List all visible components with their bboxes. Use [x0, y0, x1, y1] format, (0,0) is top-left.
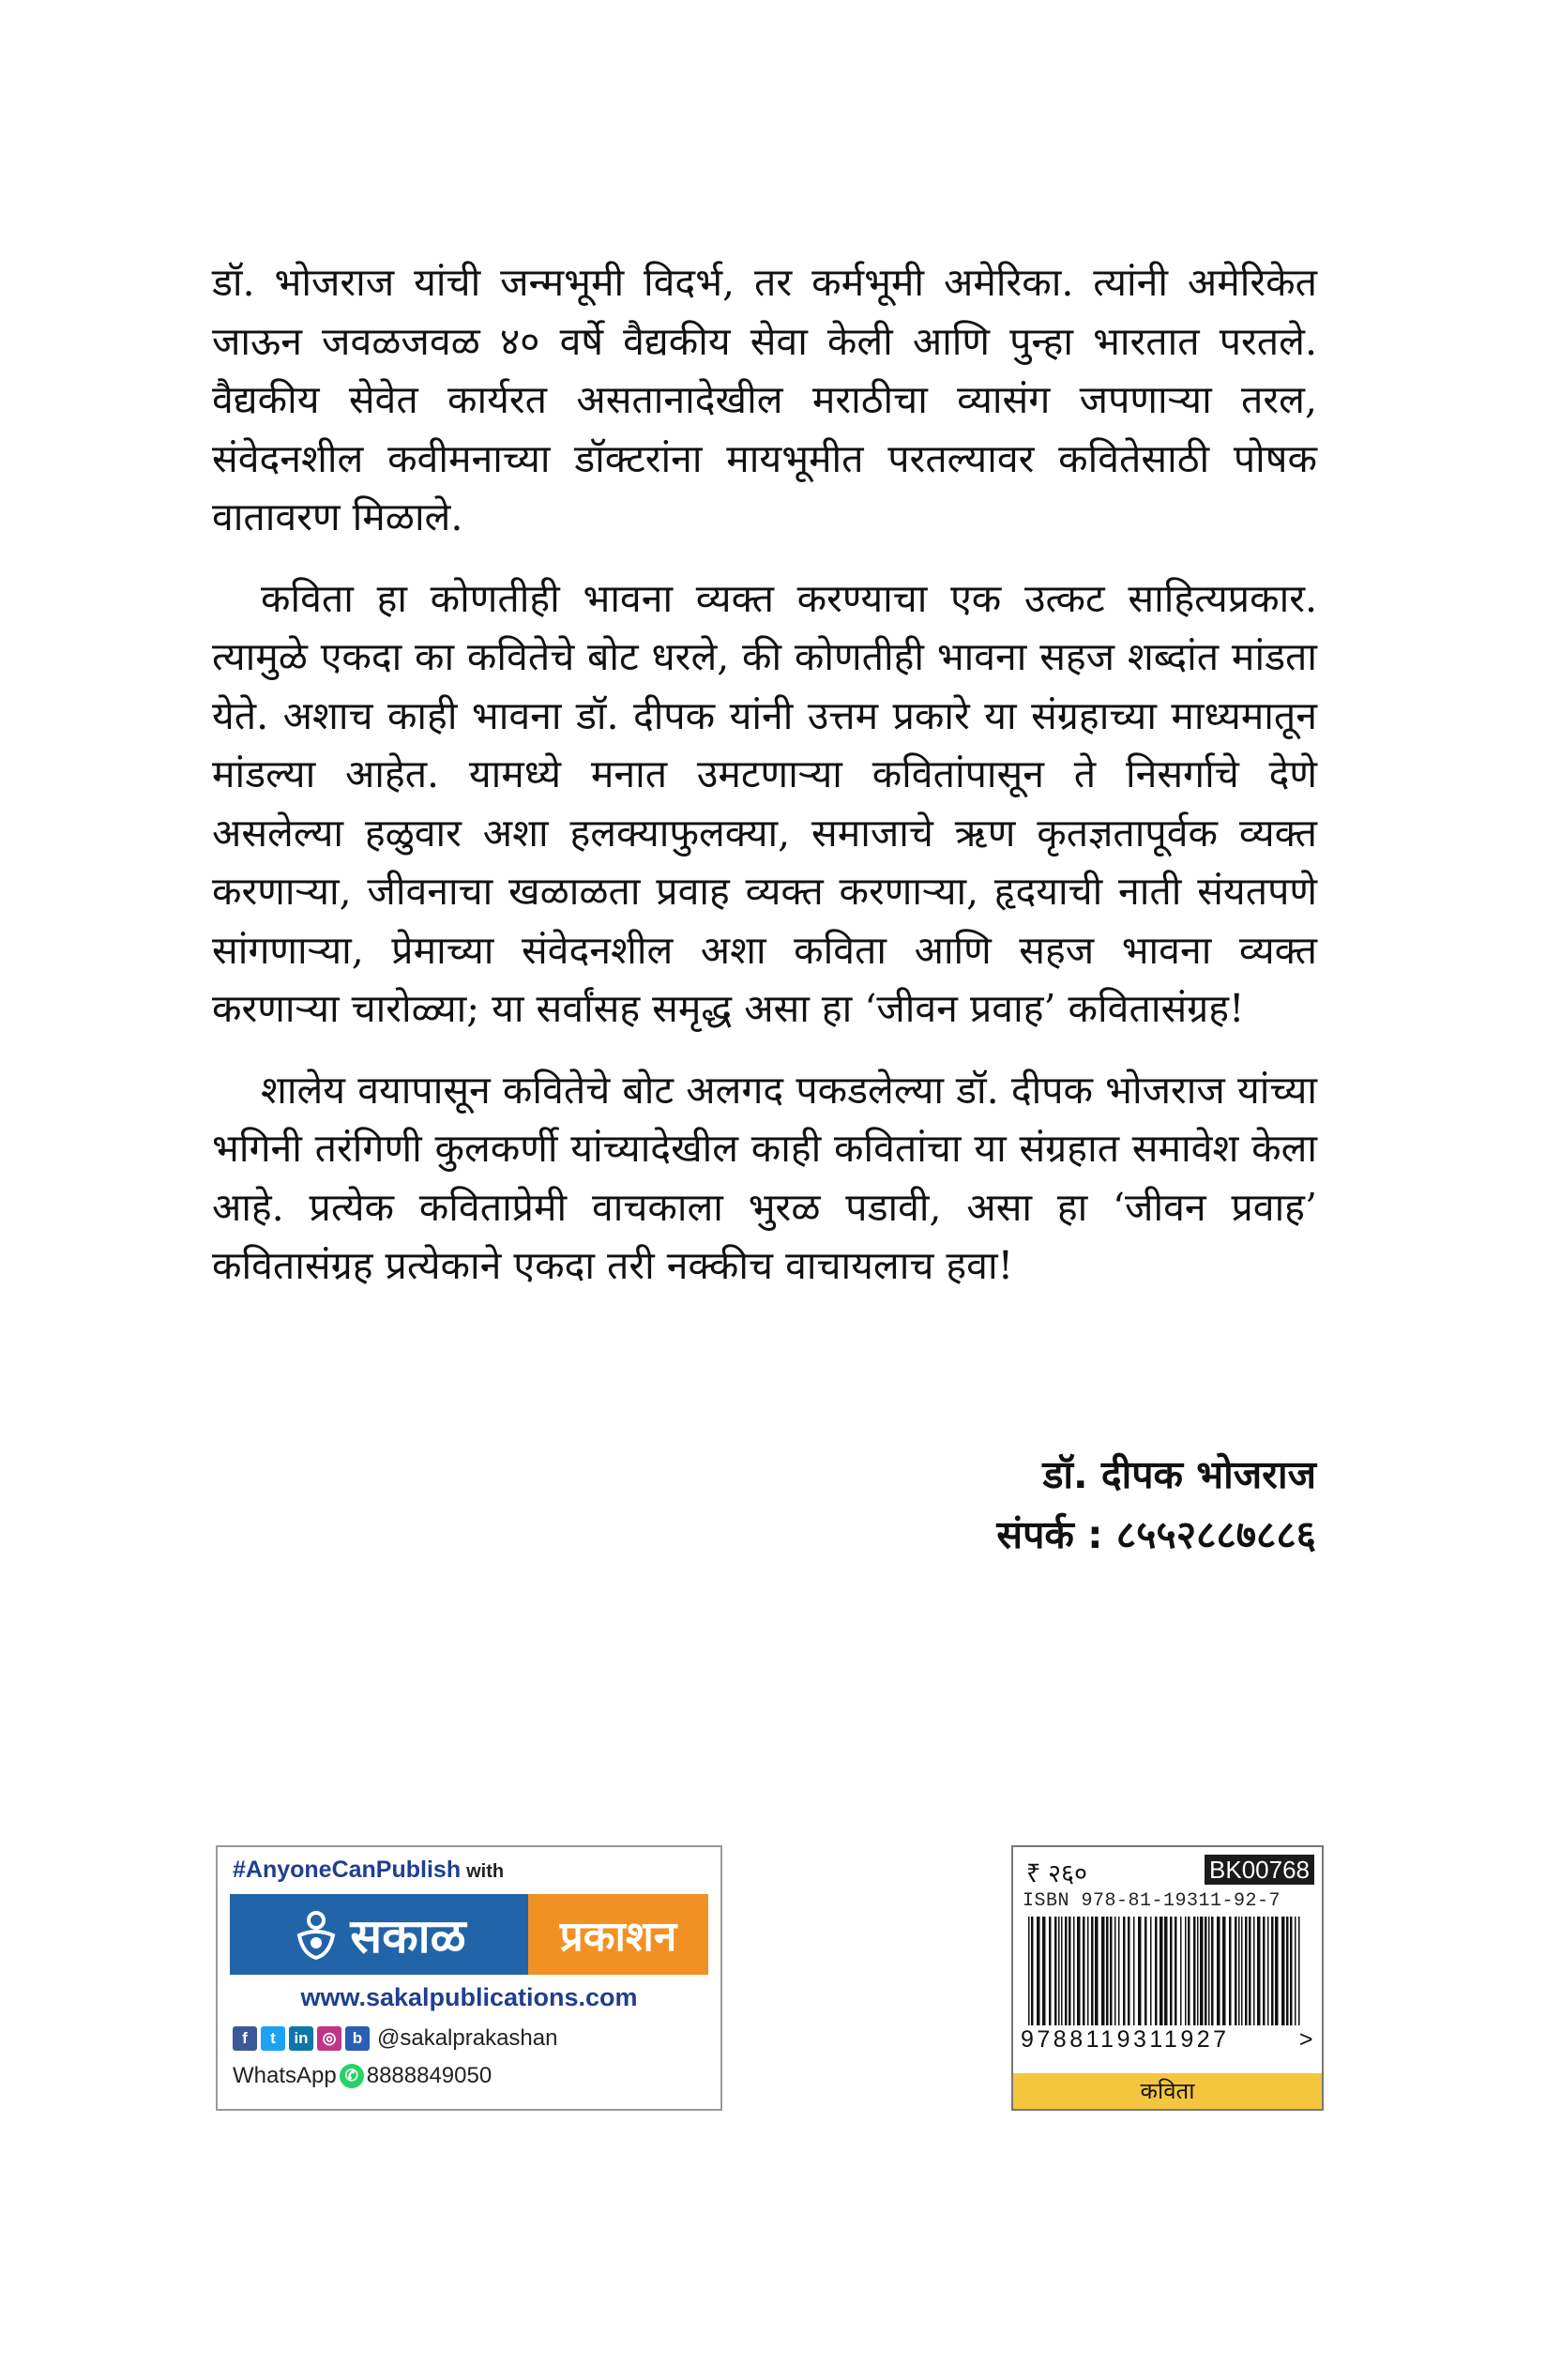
author-name: डॉ. दीपक भोजराज — [1042, 1452, 1316, 1497]
barcode-bar — [1193, 1917, 1196, 2025]
barcode-bar — [1091, 1917, 1094, 2025]
barcode-bar — [1222, 1917, 1226, 2025]
barcode-bar — [1054, 1917, 1057, 2025]
barcode-bar — [1245, 1917, 1248, 2025]
barcode-bar — [1295, 1917, 1296, 2025]
barcode-bar — [1263, 1917, 1266, 2025]
barcode-bar — [1028, 1917, 1030, 2025]
author-signature — [996, 1445, 1316, 1565]
logo-orange-block — [528, 1894, 708, 1975]
barcode-digits-row — [1021, 2026, 1316, 2054]
barcode-bar — [1205, 1917, 1207, 2025]
hashtag-with: with — [466, 1861, 505, 1882]
social-row — [233, 2025, 557, 2052]
blurb-paragraph-1: डॉ. भोजराज यांची जन्मभूमी विदर्भ, तर कर्मभूमी अमेरिका. त्यांनी अमेरिकेत जाऊन जवळजवळ ४० वर्षे वैद्यकीय सेवा केली आणि पुन्हा भारतात परतले. वैद्यकीय सेवेत कार्यरत असतानादेखील मराठीचा व्यासंग जपणाऱ्या तरल, संवेदनशील कवीमनाच्या डॉक्टरांना मायभूमीत परतल्यावर कवितेसाठी पोषक वातावरण मिळाले. — [212, 260, 1317, 539]
barcode-bar — [1217, 1917, 1220, 2025]
whatsapp-row — [233, 2063, 492, 2089]
barcode-bar — [1164, 1917, 1168, 2025]
blurb-paragraph-2: कविता हा कोणतीही भावना व्यक्त करण्याचा एक उत्कट साहित्यप्रकार. त्यामुळे एकदा का कवितेचे बोट धरले, की कोणतीही भावना सहज शब्दांत मांडता येते. अशाच काही भावना डॉ. दीपक यांनी उत्तम प्रकारे या संग्रहाच्या माध्यमातून मांडल्या आहेत. यामध्ये मनात उमटणाऱ्या कवितांपासून ते निसर्गाचे देणे असलेल्या हळुवार अशा हलक्याफुलक्या, समाजाचे ऋण कृतज्ञतापूर्वक व्यक्त करणाऱ्या, जीवनाचा खळाळता प्रवाह व्यक्त करणाऱ्या, हृदयाची नाती संयतपणे सांगणाऱ्या, प्रेमाच्या संवेदनशील अशा कविता आणि सहज भावना व्यक्त करणाऱ्या चारोळ्या; या सर्वांसह समृद्ध असा हा ‘जीवन प्रवाह’ कवितासंग्रह! — [212, 575, 1317, 1031]
barcode-bar — [1123, 1917, 1126, 2025]
barcode-bar — [1185, 1917, 1187, 2025]
barcode-bar — [1061, 1917, 1063, 2025]
facebook-icon[interactable]: f — [233, 2026, 257, 2051]
barcode-box — [1011, 1845, 1324, 2111]
logo-blue-block — [230, 1894, 528, 1975]
barcode-bar — [1188, 1917, 1190, 2025]
barcode-bar — [1211, 1917, 1214, 2025]
barcode-bar — [1253, 1917, 1255, 2025]
barcode-bar — [1106, 1917, 1109, 2025]
barcode-bar — [1083, 1917, 1085, 2025]
barcode-bar — [1298, 1917, 1300, 2025]
whatsapp-number[interactable]: 8888849050 — [366, 2063, 493, 2088]
barcode-bar — [1133, 1917, 1135, 2025]
barcode-bar — [1281, 1917, 1285, 2025]
barcode-bar — [1170, 1917, 1173, 2025]
barcode-bar — [1200, 1917, 1204, 2025]
barcode-bar — [1160, 1917, 1163, 2025]
book-code: BK00768 — [1205, 1855, 1314, 1885]
publisher-logo — [230, 1894, 708, 1975]
barcode-bar — [1049, 1917, 1052, 2025]
barcode-bar — [1271, 1917, 1274, 2025]
barcode-bar — [1286, 1917, 1289, 2025]
barcode-bar — [1077, 1917, 1081, 2025]
barcode-bar — [1095, 1917, 1099, 2025]
barcode-bar — [1249, 1917, 1251, 2025]
publisher-website[interactable]: www.sakalpublications.com — [300, 1983, 638, 2011]
barcode-bar — [1235, 1917, 1237, 2025]
barcode-bar — [1144, 1917, 1147, 2025]
barcode-bar — [1042, 1917, 1046, 2025]
barcode-bar — [1058, 1917, 1060, 2025]
author-contact: संपर्क : ८५५२८८७८८६ — [996, 1512, 1316, 1557]
blurb-text — [212, 253, 1317, 1318]
barcode-bar — [1087, 1917, 1089, 2025]
sakal-emblem-icon — [292, 1907, 341, 1962]
barcode-bar — [1065, 1917, 1068, 2025]
blurb-paragraph-3: शालेय वयापासून कवितेचे बोट अलगद पकडलेल्या डॉ. दीपक भोजराज यांच्या भगिनी तरंगिणी कुलकर्णी यांच्यादेखील काही कवितांचा या संग्रहात समावेश केला आहे. प्रत्येक कविताप्रेमी वाचकाला भुरळ पडावी, असा हा ‘जीवन प्रवाह’ कवितासंग्रह प्रत्येकाने एकदा तरी नक्कीच वाचायलाच हवा! — [212, 1067, 1317, 1288]
blog-icon[interactable]: b — [345, 2026, 370, 2051]
social-handle: @sakalprakashan — [377, 2025, 558, 2051]
barcode-bar — [1241, 1917, 1243, 2025]
barcode-bar — [1175, 1917, 1177, 2025]
twitter-icon[interactable]: t — [261, 2026, 285, 2051]
barcode-bar — [1031, 1917, 1034, 2025]
logo-name-left: सकाळ — [350, 1910, 466, 1963]
barcode-bar — [1257, 1917, 1261, 2025]
barcode-bar — [1101, 1917, 1105, 2025]
barcode-bar — [1114, 1917, 1116, 2025]
whatsapp-label: WhatsApp — [233, 2063, 337, 2088]
barcode-bar — [1150, 1917, 1152, 2025]
isbn-text: ISBN 978-81-19311-92-7 — [1023, 1890, 1281, 1912]
barcode-bar — [1073, 1917, 1075, 2025]
barcode-bar — [1180, 1917, 1182, 2025]
barcode-bar — [1275, 1917, 1279, 2025]
barcode-bar — [1197, 1917, 1199, 2025]
barcode-bar — [1155, 1917, 1158, 2025]
linkedin-icon[interactable]: in — [289, 2026, 313, 2051]
barcode-bar — [1290, 1917, 1293, 2025]
whatsapp-icon: ✆ — [340, 2064, 364, 2088]
barcode-bars — [1024, 1917, 1311, 2029]
price: ₹ २६० — [1026, 1859, 1088, 1887]
barcode-bar — [1208, 1917, 1210, 2025]
category-label: कविता — [1013, 2073, 1322, 2109]
barcode-bar — [1069, 1917, 1071, 2025]
barcode-bar — [1128, 1917, 1130, 2025]
barcode-arrow: > — [1298, 2026, 1316, 2053]
barcode-bar — [1229, 1917, 1232, 2025]
barcode-bar — [1037, 1917, 1040, 2025]
hashtag-line — [233, 1857, 504, 1884]
barcode-digits: 9788119311927 — [1021, 2026, 1230, 2053]
barcode-bar — [1267, 1917, 1269, 2025]
hashtag: #AnyoneCanPublish — [233, 1857, 462, 1883]
logo-name-right: प्रकाशन — [559, 1914, 677, 1960]
barcode-bar — [1238, 1917, 1240, 2025]
publisher-box — [216, 1845, 722, 2111]
instagram-icon[interactable]: ◎ — [317, 2026, 341, 2051]
barcode-bar — [1138, 1917, 1142, 2025]
barcode-bar — [1110, 1917, 1113, 2025]
barcode-bar — [1118, 1917, 1120, 2025]
